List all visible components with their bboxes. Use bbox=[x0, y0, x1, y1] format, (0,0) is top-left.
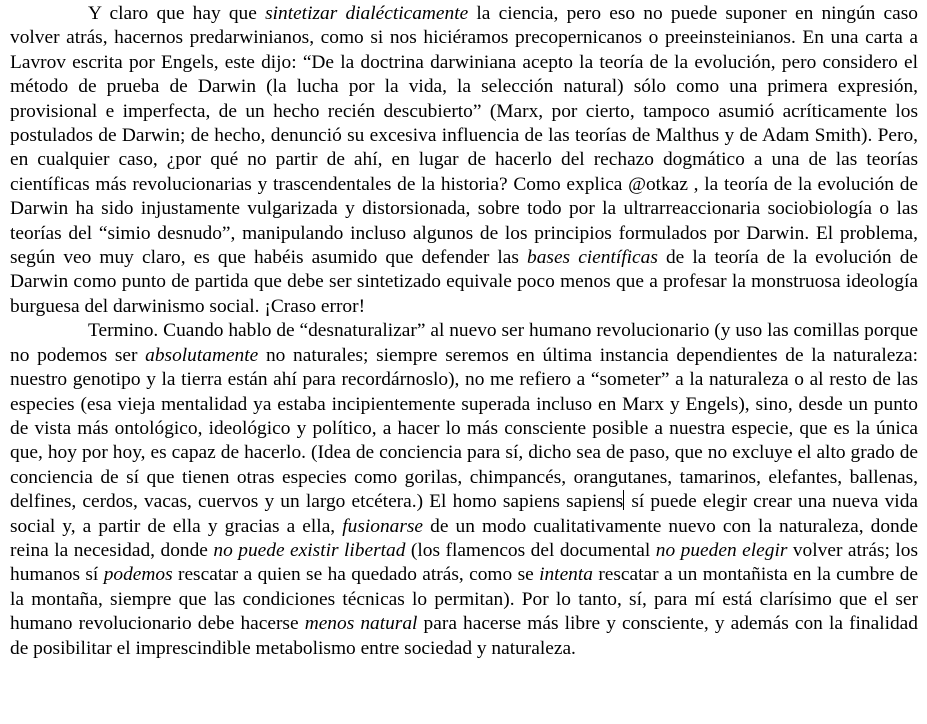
paragraph-darwin bbox=[10, 2, 918, 319]
italic-emphasis: fusionarse bbox=[342, 515, 424, 537]
text-run: Y claro que hay que bbox=[88, 3, 266, 24]
italic-emphasis: intenta bbox=[539, 564, 593, 586]
italic-emphasis: no puede existir libertad bbox=[213, 539, 406, 561]
text-run: sí puede elegir crear una nueva vida social y, a partir de ella y gracias a ella, bbox=[10, 491, 918, 537]
text-run: rescatar a un montañista en la cumbre de la montaña, siempre que las condiciones técnicas lo permitan). Por lo tanto, sí, para mí está clarísimo que el ser humano revolucionario debe hacerse bbox=[10, 564, 918, 635]
italic-emphasis: podemos bbox=[103, 564, 173, 586]
paragraph-desnaturalizar bbox=[10, 319, 918, 661]
text-run: no naturales; siempre seremos en última instancia dependientes de la naturaleza: nuestro genotipo y la tierra están ahí para recordárnoslo), no me refiero a “someter” a la naturaleza o al resto de las especies (esa vieja mentalidad ya estaba incipientemente superada incluso en Marx y Engels), sino, desde un punto de vista más ontológico, ideológico y político, a hacer lo más consciente posible a nuestra especie, que es la única que, hoy por hoy, es capaz de hacerlo. (Idea de conciencia para sí, dicho sea de paso, que no excluye el alto grado de conciencia de sí que tienen otras especies como gorilas, chimpancés, orangutanes, tamarinos, elefantes, ballenas, delfines, cerdos, vacas, cuervos y un largo etcétera.) El homo sapiens sapiens bbox=[10, 344, 919, 513]
italic-emphasis: no pueden elegir bbox=[655, 539, 788, 561]
document-page bbox=[10, 0, 918, 661]
text-run: de la teoría de la evolución de Darwin como punto de partida que debe ser sintetizado equivale poco menos que a profesar la monstruosa ideología burguesa del darwinismo social. ¡Craso error! bbox=[10, 247, 918, 317]
italic-emphasis: sintetizar dialécticamente bbox=[265, 3, 469, 24]
text-run: de un modo cualitativamente nuevo con la naturaleza, donde reina la necesidad, donde bbox=[10, 515, 919, 561]
italic-emphasis: bases científicas bbox=[527, 247, 658, 269]
text-run: para hacerse más libre y consciente, y además con la finalidad de posibilitar el imprescindible metabolismo entre sociedad y naturaleza. bbox=[10, 613, 918, 659]
italic-emphasis: absolutamente bbox=[145, 344, 259, 366]
text-run: (los flamencos del documental bbox=[405, 539, 656, 561]
text-run: la ciencia, pero eso no puede suponer en ningún caso volver atrás, hacernos predarwinianos, como si nos hiciéramos precopernicanos o preeinsteinianos. En una carta a Lavrov escrita por Engels, este dijo: “De la doctrina darwiniana acepto la teoría de la evolución, pero considero el método de prueba de Darwin (la lucha por la vida, la selección natural) sólo como una primera expresión, provisional e imperfecta, de un hecho recién descubierto” (Marx, por cierto, tampoco asumió acríticamente los postulados de Darwin; de hecho, denunció su excesiva influencia de las teorías de Malthus y de Adam Smith). Pero, en cualquier caso, ¿por qué no partir de ahí, en lugar de hacerlo del rechazo dogmático a una de las teorías científicas más revolucionarias y trascendentales de la historia? Como explica @otkaz , la teoría de la evolución de Darwin ha sido injustamente vulgarizada y distorsionada, sobre todo por la ultrarreaccionaria sociobiología o las teorías del “simio desnudo”, manipulando incluso algunos de los principios formulados por Darwin. El problema, según veo muy claro, es que habéis asumido que defender las bbox=[10, 3, 919, 269]
italic-emphasis: menos natural bbox=[304, 613, 418, 635]
text-run: Termino. Cuando hablo de “desnaturalizar” al nuevo ser humano revolucionario (y uso las comillas porque no podemos ser bbox=[10, 320, 918, 366]
text-run: volver atrás; los humanos sí bbox=[10, 539, 918, 586]
text-run: rescatar a quien se ha quedado atrás, como se bbox=[172, 564, 540, 586]
